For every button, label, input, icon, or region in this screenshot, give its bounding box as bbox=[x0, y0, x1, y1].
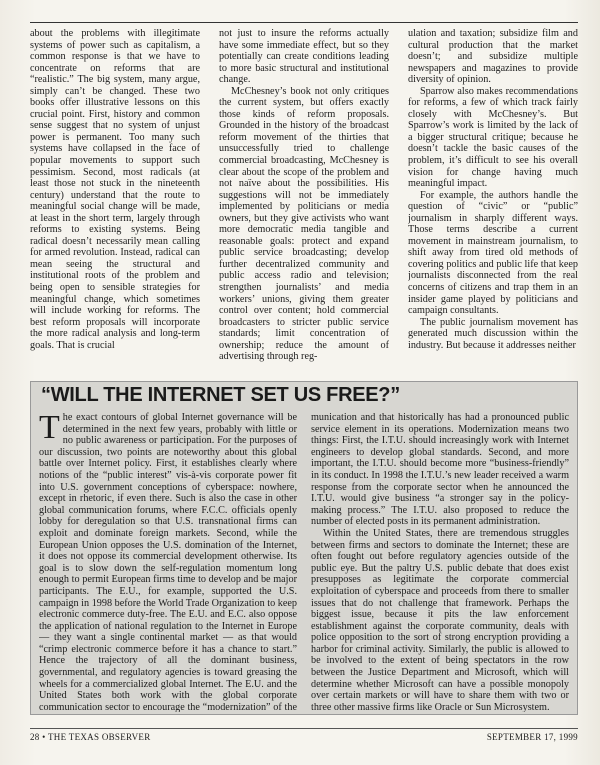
article-columns bbox=[30, 28, 578, 374]
column-1 bbox=[30, 28, 200, 374]
paragraph: ulation and taxation; subsidize film and cultural production that the market doesn’t; and subsidize multiple newspapers and magazines to provide diversity of opinion. bbox=[408, 28, 578, 86]
footer-date: SEPTEMBER 17, 1999 bbox=[486, 732, 578, 742]
paragraph: The public journalism movement has generated much discussion within the industry. But because it addresses neither bbox=[408, 316, 578, 351]
sidebar-title: “WILL THE INTERNET SET US FREE?” bbox=[41, 384, 400, 406]
paragraph: McChesney’s book not only critiques the current system, but offers exactly those kinds of reform proposals. Grounded in the history of the broadcast reform movement of the thirties that unsuccessfully tried to challenge commercial broadcasting, McChesney is clear about the scope of the problem and not naïve about the possibilities. His suggestions will not be immediately implemented by politicians or media owners, but they give activists who want more democratic media tangible and reasonable goals: protect and expand public service broadcasting; develop further decentralized community and public access radio and television; strengthen journalists’ and media workers’ unions, giving them greater control over content; hold commercial broadcasters to stricter public service standards; limit concentration of ownership; reduce the amount of advertising through reg- bbox=[219, 85, 389, 363]
paragraph: Sparrow also makes recommendations for reforms, a few of which track fairly closely with McChesney’s. But Sparrow’s work is limited by the lack of a bigger structural critique; because he doesn’t tackle the basic causes of the problem, it’s difficult to see his overall vision for change having much meaningful impact. bbox=[408, 85, 578, 190]
sidebar-column-left bbox=[39, 412, 297, 712]
sidebar-paragraph-text: he exact contours of global Internet governance will be determined in the next few years, probably with little or no public awareness or participation. For the purposes of our discussion, two points are noteworthy about this global battle over Internet policy. First, it establishes clearly where notions of the “public interest” vis-à-vis corporate power fit into U.S. government conceptions of cyberspace: nowhere, except in rhetoric, if even there. Such is also the case in other global communication forums, where F.C.C. officials openly lobby for deregulation so that U.S. transnational firms can exploit and dominate foreign markets. Second, while the European Union opposes the U.S. domination of the Internet, it does not oppose its commercial development otherwise. Its goal is to slow down the self-regulation momentum long enough to permit European firms time to develop and be major participants. The E.U., for example, supported the U.S. campaign in 1998 before the World Trade Organization to keep electronic commerce duty-free. The E.U. and E.C. also oppose the application of national regulation to the Internet in Europe — they want a single continental market — as that would “crimp electronic commerce before it has a chance to start.” Hence the trajectory of all the dominant business, governmental, and regulatory agencies is toward greasing the wheels for a commercialized global Internet. The E.U. and the United States both work with the global corporate communication sector to encourage the “modernization” of the bbox=[39, 412, 297, 712]
page-footer bbox=[30, 728, 578, 742]
paragraph: about the problems with illegitimate systems of power such as capitalism, a common response is that we have to concentrate on reforms that are “realistic.” The big system, many argue, simply can’t be changed. These two books offer illustrative lessons on this crucial point. First, history and common sense suggest that no system of unjust power is permanent. Too many such systems have collapsed in the face of popular movements to support such pessimism. Second, most radicals (at least those not stuck in the nineteenth century) understand that the route to meaningful social change will be made, at least in the short term, largely through reforms to existing systems. Being radical doesn’t necessarily mean calling for armed revolution. Instead, radical can mean seeing the structural and institutional roots of the problem and being open to sensible strategies for meaningful change, which sometimes will include working for reforms. The best reform proposals will incorporate the more radical analysis and long-term goals. That is crucial bbox=[30, 28, 200, 351]
sidebar-box bbox=[30, 381, 578, 715]
footer-page-publication: 28 • THE TEXAS OBSERVER bbox=[30, 732, 151, 742]
sidebar-column-right bbox=[311, 412, 569, 712]
sidebar-paragraph: Within the United States, there are tremendous struggles between firms and sectors to dominate the Internet; these are often fought out before regulatory agencies outside of the public eye. But the paltry U.S. public debate that does exist presupposes as legitimate the corporate commercial exploitation of cyberspace and proceeds from there to smaller issues that do not challenge that framework. Perhaps the biggest issue, because it pits the law enforcement establishment against the corporate community, deals with police opposition to the sort of strong encryption providing a harbor for criminal activity. Similarly, the public is allowed to be involved to the extent of being spectators in the row between the Justice Department and Microsoft, which will determine whether Microsoft can have a possible monopoly over certain markets or will have to share them with two or three other massive firms like Oracle or Sun Microsystem. bbox=[311, 527, 569, 712]
sidebar-paragraph: munication and that historically has had a pronounced public service element in its operations. Modernization means two things: First, the I.T.U. should increasingly work with Internet engineers to develop global standards. Second, and more important, the I.T.U. should become more “business-friendly” in its conduct. In 1998 the I.T.U.’s new leader received a warm response from the corporate sector when he announced the I.T.U. would give business “a stronger say in the policy-making process.” The I.T.U. also proposed to reduce the number of elected posts in its permanent administration. bbox=[311, 412, 569, 528]
paragraph: not just to insure the reforms actually have some immediate effect, but so they potentially can create conditions leading to more basic structural and institutional change. bbox=[219, 28, 389, 86]
sidebar-paragraph bbox=[39, 412, 297, 712]
column-3 bbox=[408, 28, 578, 374]
sidebar-columns bbox=[39, 412, 569, 712]
column-2 bbox=[219, 28, 389, 374]
drop-cap: T bbox=[39, 412, 60, 446]
top-rule bbox=[30, 22, 578, 23]
paragraph: For example, the authors handle the question of “civic” or “public” journalism in sharply different ways. Those terms describe a current movement in mainstream journalism, to shift away from tired old methods of covering politics and public life that keep journalists disconnected from the real concerns of citizens and trap them in an insider game played by politicians and campaign consultants. bbox=[408, 189, 578, 317]
